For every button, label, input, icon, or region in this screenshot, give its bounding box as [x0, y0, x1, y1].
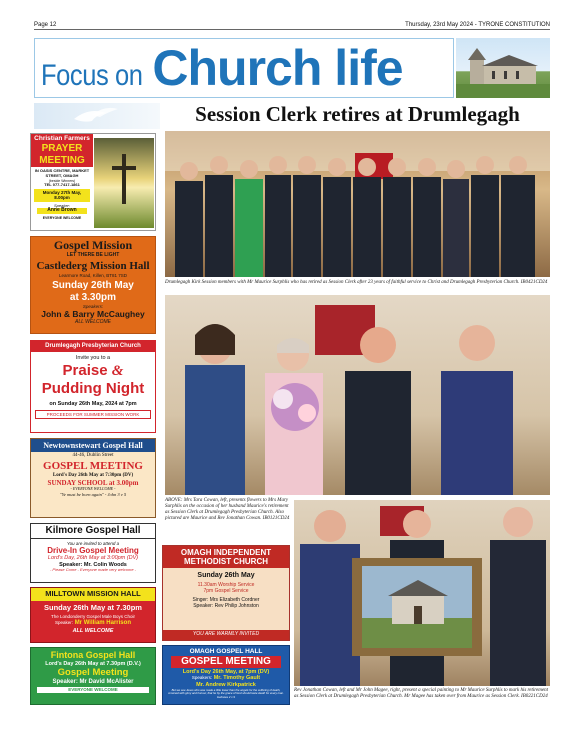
omagh-methodist-title2: METHODIST CHURCH	[163, 557, 289, 568]
omagh-gospel-hall-name: OMAGH GOSPEL HALL	[189, 648, 263, 655]
omagh-gospel-speaker2: Mr. Andrew Kirkpatrick	[196, 681, 256, 688]
milltown-date: Sunday 26th May at 7.30pm	[44, 602, 142, 612]
drumlegagh-church-name: Drumlegagh Presbyterian Church	[31, 341, 155, 352]
christian-farmers-prayer: PRAYER	[31, 143, 93, 155]
omagh-gospel-speakers-label: Speakers:	[191, 675, 213, 681]
kirk-session-group-photo	[165, 131, 550, 277]
page-header-bar	[34, 20, 550, 30]
christian-farmers-speaker-label: Speaker:	[53, 202, 70, 208]
christian-farmers-venue: IN OASIS CENTRE, MARKET STREET, OMAGH	[34, 168, 90, 179]
castlederg-hall: Castlederg Mission Hall	[36, 259, 150, 272]
drumlegagh-proceeds: PROCEEDS FOR SUMMER MISSION WORK	[35, 410, 151, 419]
masthead-focus-text: Focus on	[41, 59, 143, 92]
newtownstewart-sunday-school: SUNDAY SCHOOL at 3.00pm	[47, 479, 139, 488]
omagh-methodist-church-ad	[162, 545, 290, 641]
omagh-methodist-title1: OMAGH INDEPENDENT	[163, 546, 289, 557]
bottom-photo-caption: Rev Jonathan Cowan, left and Mr John Magee, right, present a special painting to Mr Maurice Surphlis to mark his retirement as Session Clerk at Drumlegagh Presbyterian Church. Mr Magee has taken over from Maurice as Session Clerk. IB0221CD24	[294, 688, 548, 699]
church-building-photo	[456, 38, 550, 98]
drumlegagh-pudding: Pudding Night	[41, 380, 145, 398]
omagh-gospel-date: Lord's Day 26th May, at 7pm (DV)	[182, 668, 270, 675]
fintona-speaker: Speaker: Mr David McAlister	[52, 678, 134, 685]
milltown-hall: MILLTOWN MISSION HALL	[31, 588, 155, 601]
article-headline: Session Clerk retires at Drumlegagh	[195, 102, 520, 126]
fintona-title: Gospel Meeting	[57, 666, 129, 678]
omagh-gospel-title: GOSPEL MEETING	[171, 656, 281, 668]
christian-farmers-date: Monday 27th May, 8.00pm	[34, 189, 90, 201]
christian-farmers-meeting: MEETING	[31, 155, 93, 168]
masthead-church-life-text: Church life	[152, 40, 403, 96]
flowers-presentation-photo	[165, 295, 550, 495]
kilmore-date: Lord's Day, 26th May at 3:00pm (DV)	[47, 554, 139, 561]
drumlegagh-praise-line	[31, 362, 155, 380]
omagh-methodist-date: Sunday 26th May	[197, 572, 255, 580]
christian-farmers-ad	[30, 133, 156, 231]
top-photo-caption: Drumlegagh Kirk Session members with Mr Maurice Surphlis who has retired as Session Clerk after 23 years of faithful service to Christ and Drumlegagh Presbyterian Church. IB0421CD24	[165, 280, 548, 285]
kilmore-gospel-hall-ad	[30, 523, 156, 583]
newtownstewart-title: GOSPEL MEETING	[43, 459, 143, 472]
milltown-speaker: Mr William Harrison	[74, 620, 131, 627]
omagh-gospel-hall-ad	[162, 645, 290, 705]
newtownstewart-date: Lord's Day 26th May at 7:30pm (DV)	[52, 472, 134, 478]
page-number: Page 12	[34, 21, 57, 28]
christian-farmers-welcome: EVERYONE WELCOME	[42, 215, 82, 220]
omagh-gospel-verse: But we see Jesus who was made a little lower than the angels for the suffering of death, crowned with glory and honour, that he by the grace of God should taste death for every man. Hebrews 2 v 9	[168, 687, 284, 699]
fintona-hall: Fintona Gospel Hall	[50, 650, 136, 660]
castlederg-time: at 3.30pm	[69, 291, 117, 303]
drumlegagh-praise: Praise	[62, 362, 108, 380]
castlederg-subtitle: LET THERE BE LIGHT	[66, 251, 120, 258]
drumlegagh-ampersand: &	[111, 363, 124, 380]
milltown-choir: The Londonderry Gospel Male Boys Choir	[50, 614, 136, 620]
drumlegagh-praise-pudding-ad	[30, 340, 156, 433]
fintona-welcome: EVERYONE WELCOME	[37, 687, 149, 692]
milltown-speaker-line	[31, 620, 155, 627]
newtownstewart-address: 44-46, Dublin Street	[72, 453, 114, 459]
fintona-date: Lord's Day 26th May at 7.30pm (D.V.)	[45, 661, 141, 668]
newtownstewart-gospel-hall-ad	[30, 438, 156, 518]
castlederg-title: Gospel Mission	[53, 238, 133, 252]
newtownstewart-verse: "Ye must be born again" - John 3 v 5	[59, 491, 127, 497]
newtownstewart-hall: Newtownstewart Gospel Hall	[31, 439, 155, 452]
milltown-speaker-label: Speaker:	[55, 620, 74, 626]
castlederg-speakers: John & Barry McCaughey	[41, 308, 145, 319]
castlederg-address: Learmore Road, Killen, BT81 7SD	[58, 273, 128, 279]
drumlegagh-date: on Sunday 26th May, 2024 at 7pm	[49, 400, 137, 407]
omagh-methodist-worship: 11.30am Worship Service	[197, 582, 255, 589]
kilmore-hall: Kilmore Gospel Hall	[31, 524, 155, 539]
christian-farmers-speaker: Anne Brown	[37, 208, 87, 214]
omagh-methodist-speaker: Speaker: Rev Philip Johnston	[193, 602, 259, 609]
cross-image	[94, 138, 154, 228]
dove-banner	[34, 103, 160, 129]
date-line: Thursday, 23rd May 2024 - TYRONE CONSTITUTION	[405, 21, 550, 28]
kilmore-speaker: Speaker: Mr. Colin Woods	[59, 562, 127, 569]
castlederg-gospel-mission-ad	[30, 236, 156, 334]
kilmore-title: Drive-In Gospel Meeting	[47, 545, 139, 555]
castlederg-date: Sunday 26th May	[52, 280, 134, 292]
painting-presentation-photo	[294, 500, 550, 686]
omagh-methodist-singer: Singer: Mrs Elizabeth Cordner	[192, 596, 260, 603]
castlederg-speakers-label: Speakers:	[82, 304, 104, 310]
christian-farmers-venue-note: (beside Winners)	[48, 178, 76, 183]
kilmore-invited: You are invited to attend a	[66, 540, 120, 546]
section-masthead	[34, 38, 454, 98]
christian-farmers-tel: TEL 077-7417-1861	[44, 181, 80, 187]
castlederg-welcome: ALL WELCOME	[74, 319, 112, 326]
omagh-methodist-gospel: 7pm Gospel Service	[203, 588, 249, 595]
drumlegagh-invite: Invite you to a	[75, 354, 111, 361]
newtownstewart-welcome: - EVERYONE WELCOME -	[70, 486, 116, 492]
omagh-gospel-speaker1: Mr. Timothy Gault	[213, 675, 261, 682]
milltown-welcome: ALL WELCOME	[72, 628, 114, 635]
milltown-mission-hall-ad	[30, 587, 156, 643]
kilmore-note: - Please Come - Everyone made very welcome -	[49, 567, 137, 573]
christian-farmers-title: Christian Farmers	[31, 134, 93, 143]
middle-photo-caption: ABOVE: Mrs Tara Cowan, left, presents flowers to Mrs Mary Surphlis on the occasion of her husband Maurice's retirement as Session Clerk at Drumlegagh Presbyterian Church. Also pictured are Maurice and Rev Jonathan Cowan. IB0121CD24	[165, 498, 290, 521]
fintona-gospel-hall-ad	[30, 647, 156, 705]
omagh-methodist-welcome: YOU ARE WARMLY INVITED	[163, 630, 289, 640]
